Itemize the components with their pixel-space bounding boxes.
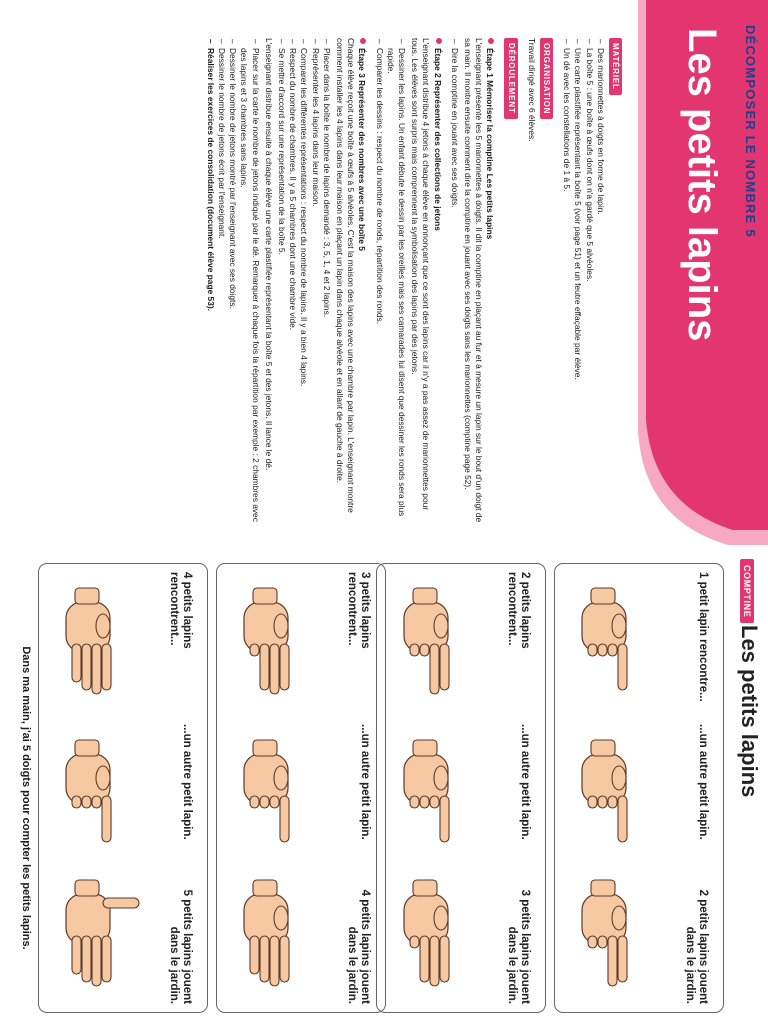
list-item: – Dire la comptine en jouant avec ses doigts. <box>449 48 460 530</box>
rhyme-card <box>216 563 386 1013</box>
rhyme-card <box>38 563 208 1013</box>
step4-text: L'enseignant distribue ensuite à chaque élève une carte plastifiée représentant la boîte 5 et des jetons. Il lance le dé. <box>263 38 274 471</box>
list-item: – Placer dans la boîte le nombre de lapins demandé : 3, 5, 1, 4 et 2 lapins. <box>321 48 332 530</box>
hand-icon <box>55 876 155 996</box>
step3-text: Chaque élève reçoit une boîte à œufs à 5 alvéoles. C'est la maison des lapins avec une chambre par lapin. L'enseignant montre comment installer les 4 lapins dans leur maison en plaçant un lapin dans chaque alvéole et en allant de gauche à droite. <box>334 38 357 513</box>
step3-title: Étape 3 Représenter des nombres avec une boîte 5 <box>356 38 367 530</box>
rhyme-cell <box>563 724 709 864</box>
rhyme-caption: 3 petits lapins rencontrent... <box>346 572 371 649</box>
hand-icon <box>571 876 671 996</box>
hand-icon <box>393 736 493 856</box>
rhyme-title: Les petits lapins <box>737 625 762 798</box>
rhyme-card <box>554 563 724 1013</box>
rhyme-cell <box>47 724 193 864</box>
step2-list <box>373 38 407 530</box>
rhyme-page <box>0 553 768 1024</box>
comptine-tag: COMPTINE <box>740 559 754 623</box>
bullet-dot-icon <box>436 38 442 44</box>
rhyme-cell <box>225 572 371 712</box>
rhyme-cell <box>47 864 193 1004</box>
rhyme-cell <box>47 572 193 712</box>
hand-icon <box>393 876 493 996</box>
rhyme-caption: ...un autre petit lapin. <box>697 724 709 840</box>
rhyme-cell <box>385 572 531 712</box>
rhyme-caption: 4 petits lapins jouent dans le jardin. <box>346 889 371 1004</box>
rhyme-cell <box>225 864 371 1004</box>
hand-icon <box>55 584 155 704</box>
step3-list <box>276 38 332 530</box>
step4-list <box>205 38 261 530</box>
organisation-text: Travail dirigé avec 6 élèves. <box>526 38 537 142</box>
list-item: – La boîte 5 : une boîte à œufs dont on n'a gardé que 5 alvéoles. <box>583 48 594 530</box>
rhyme-footer: Dans ma main, j'ai 5 doigts pour compter les petits lapins. <box>20 646 32 950</box>
rhyme-cell <box>385 724 531 864</box>
organisation-label: ORGANISATION <box>540 38 553 119</box>
bullet-dot-icon <box>488 38 494 44</box>
rhyme-header <box>732 559 760 999</box>
hand-icon <box>233 876 333 996</box>
rhyme-card <box>376 563 546 1013</box>
list-item: – Réaliser les exercices de consolidation (document élève page 53). <box>205 48 216 530</box>
list-item: – Comparer les dessins : respect du nombre de ronds, répartition des ronds. <box>373 48 384 530</box>
rhyme-caption: 2 petits lapins rencontrent... <box>506 572 531 649</box>
list-item: – Placer sur la carte le nombre de jetons indiqué par le dé. Remarquer à chaque fois la répartition par exemple : 2 chambres avec des lapins et 3 chambres sans lapins. <box>238 48 260 530</box>
list-item: – Dessiner les lapins. Un enfant débute le dessin par les oreilles mais ses camarades lui disent que dessiner les ronds sera plus rapide. <box>385 48 407 530</box>
hand-icon <box>571 584 671 704</box>
materiel-list <box>561 38 606 530</box>
hand-icon <box>233 584 333 704</box>
rhyme-caption: 5 petits lapins jouent dans le jardin. <box>168 889 193 1004</box>
step2-text: L'enseignant distribue 4 jetons à chaque élève en annonçant que ce sont des lapins car il n'y a pas assez de marionnettes pour tous. Les élèves sont surpris mais comprennent la symbolisation des lapins par des jetons. <box>410 38 432 511</box>
step2-title: Étape 2 Représenter des collections de jetons <box>431 38 442 530</box>
page-title: Les petits lapins <box>680 28 724 342</box>
rhyme-caption: 3 petits lapins jouent dans le jardin. <box>506 889 531 1004</box>
step1-text: L'enseignant présente les 5 marionnettes à doigts. Il dit la comptine en plaçant au fur et à mesure un lapin sur le bout d'un doigt de sa main. Il montre ensuite comment dire la comptine en jouant avec ses doigts sans les marionnettes (comptine page 52). <box>462 38 485 523</box>
rhyme-caption: ...un autre petit lapin. <box>181 724 193 840</box>
list-item: – Dessiner le nombre de jetons écrit par l'enseignant. <box>216 48 227 530</box>
rhyme-cell <box>385 864 531 1004</box>
title-band <box>633 0 768 545</box>
hand-icon <box>233 736 333 856</box>
lesson-text <box>203 38 629 530</box>
rhyme-cell <box>563 572 709 712</box>
materiel-label: MATÉRIEL <box>609 38 622 95</box>
rhyme-cell <box>225 724 371 864</box>
deroulement-label: DÉROULEMENT <box>504 38 517 119</box>
rhyme-caption: ...un autre petit lapin. <box>359 724 371 840</box>
list-item: – Un dé avec les constellations de 1 à 5. <box>561 48 572 530</box>
chapter-kicker: DÉCOMPOSER LE NOMBRE 5 <box>743 25 758 238</box>
step1-title: Étape 1 Mémoriser la comptine Les petits lapins <box>484 38 495 530</box>
list-item: – Se mettre d'accord sur une représentation de la boîte 5. <box>276 48 287 530</box>
bullet-dot-icon <box>360 38 366 44</box>
list-item: – Respect du nombre de chambres. Il y a 5 chambres dont une chambre vide. <box>287 48 298 530</box>
hand-icon <box>571 736 671 856</box>
list-item: – Une carte plastifiée représentant la boîte 5 (voir page 51) et un feutre effaçable par élève. <box>572 48 583 530</box>
step1-list <box>449 38 460 530</box>
rhyme-cell <box>563 864 709 1004</box>
rhyme-caption: 4 petits lapins rencontrent... <box>168 572 193 649</box>
list-item: – Dessiner le nombre de jetons montré par l'enseignant avec ses doigts. <box>227 48 238 530</box>
list-item: – Représenter les 4 lapins dans leur maison. <box>309 48 320 530</box>
hand-icon <box>55 736 155 856</box>
list-item: – Comparer les différentes représentations : respect du nombre de lapins. Il y a bien 4 lapins. <box>298 48 309 530</box>
rhyme-caption: 1 petit lapin rencontre... <box>697 572 709 702</box>
list-item: – Des marionnettes à doigts en forme de lapin. <box>595 48 606 530</box>
hand-icon <box>393 584 493 704</box>
rhyme-caption: 2 petits lapins jouent dans le jardin. <box>684 889 709 1004</box>
rhyme-caption: ...un autre petit lapin. <box>519 724 531 840</box>
